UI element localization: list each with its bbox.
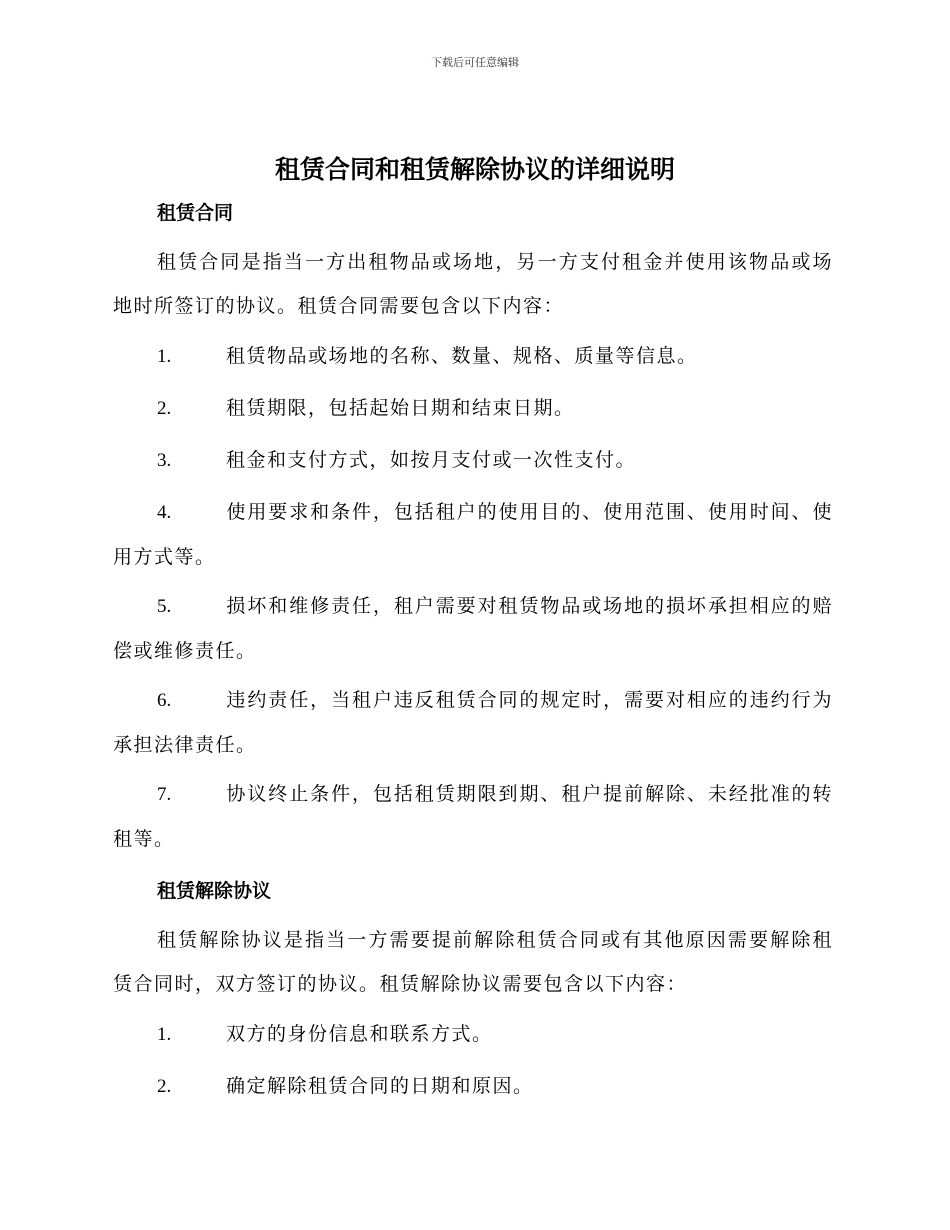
section-heading-lease-contract: 租赁合同 — [157, 202, 234, 224]
list-item-number: 5. — [157, 596, 172, 617]
list-item — [113, 490, 833, 579]
list-item-number: 3. — [157, 450, 172, 471]
list-item — [113, 1064, 833, 1109]
section-heading-termination-agreement: 租赁解除协议 — [157, 880, 272, 902]
section-intro-termination-agreement: 租赁解除协议是指当一方需要提前解除租赁合同或有其他原因需要解除租赁合同时，双方签订的协议。租赁解除协议需要包含以下内容： — [113, 929, 833, 995]
list-item — [113, 334, 833, 379]
list-item — [113, 584, 833, 673]
list-item — [113, 1012, 833, 1057]
list-item-text: 双方的身份信息和联系方式。 — [226, 1023, 493, 1045]
list-item-text: 使用要求和条件，包括租户的使用目的、使用范围、使用时间、使用方式等。 — [113, 501, 833, 568]
list-item-number: 7. — [157, 784, 172, 805]
list-item-text: 确定解除租赁合同的日期和原因。 — [226, 1075, 534, 1097]
header-note: 下载后可任意编辑 — [431, 56, 519, 69]
list-item — [113, 678, 833, 767]
list-item-number: 2. — [157, 398, 172, 419]
list-item — [113, 772, 833, 861]
list-item-text: 租赁期限，包括起始日期和结束日期。 — [226, 397, 575, 419]
list-item-number: 6. — [157, 690, 172, 711]
list-item — [113, 438, 833, 483]
list-item-text: 损坏和维修责任，租户需要对租赁物品或场地的损坏承担相应的赔偿或维修责任。 — [113, 595, 833, 662]
list-item — [113, 386, 833, 431]
list-item-number: 1. — [157, 346, 172, 367]
section-intro-lease-contract: 租赁合同是指当一方出租物品或场地，另一方支付租金并使用该物品或场地时所签订的协议。租赁合同需要包含以下内容： — [113, 251, 833, 317]
list-item-text: 租金和支付方式，如按月支付或一次性支付。 — [226, 449, 637, 471]
list-item-number: 2. — [157, 1076, 172, 1097]
list-item-text: 违约责任，当租户违反租赁合同的规定时，需要对相应的违约行为承担法律责任。 — [113, 689, 833, 756]
list-item-number: 4. — [157, 502, 172, 523]
list-item-text: 协议终止条件，包括租赁期限到期、租户提前解除、未经批准的转租等。 — [113, 783, 833, 850]
list-item-text: 租赁物品或场地的名称、数量、规格、质量等信息。 — [226, 345, 698, 367]
list-item-number: 1. — [157, 1024, 172, 1045]
document-title: 租赁合同和租赁解除协议的详细说明 — [274, 155, 675, 184]
